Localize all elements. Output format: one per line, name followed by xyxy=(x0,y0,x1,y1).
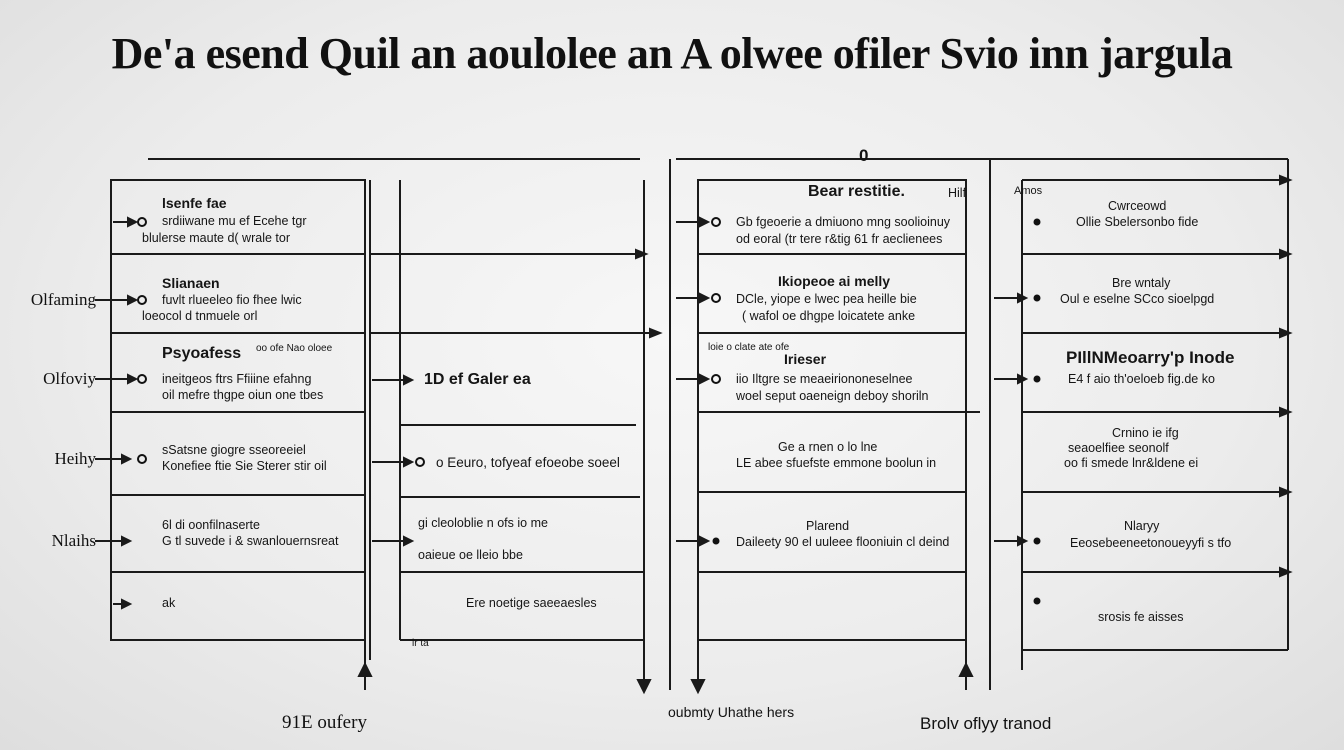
cell-text: seaoelfiee seonolf xyxy=(1068,441,1169,455)
cell-text: G tl suvede i & swanlouernsreat xyxy=(162,534,339,548)
cell-text: Ge a rnen o lo lne xyxy=(778,440,878,454)
cell-text: 1D ef Galer ea xyxy=(424,371,531,388)
diagram-title: De'a esend Quil an aoulolee an A olwee ofiler Svio inn jargula xyxy=(111,29,1233,78)
side-label: Nlaihs xyxy=(51,531,96,550)
cell-heading: PIllNMeoarry'p Inode xyxy=(1066,348,1235,367)
top-marker: 0 xyxy=(859,146,869,165)
cell-text: LE abee sfuefste emmone boolun in xyxy=(736,456,937,470)
cell-text: Oul e eselne SCco sioelpgd xyxy=(1060,292,1215,306)
cell-text: ineitgeos ftrs Ffiiine efahng xyxy=(162,372,312,386)
cell-text: blulerse maute d( wrale tor xyxy=(142,231,290,245)
cell-text: fuvlt rlueeleo fio fhee lwic xyxy=(162,293,302,307)
cell-heading: Irieser xyxy=(784,351,827,367)
column-header-note: Hilf xyxy=(948,186,967,200)
side-label: Olfaming xyxy=(30,290,96,309)
cell-text: od eoral (tr tere r&tig 61 fr aeclienees xyxy=(736,232,943,246)
cell-text: oaieue oe lleio bbe xyxy=(418,548,523,562)
cell-text: srdiiwane mu ef Ecehe tgr xyxy=(162,214,307,228)
bottom-note: lr ta xyxy=(412,638,429,649)
column-header: Bear restitie. xyxy=(808,183,905,200)
column-header: Amos xyxy=(1014,185,1043,197)
cell-heading: Ikiopeoe ai melly xyxy=(778,273,891,289)
cell-text: ak xyxy=(162,596,176,610)
cell-text: Ollie Sbelersonbo fide xyxy=(1076,215,1199,229)
cell-text: oil mefre thgpe oiun one tbes xyxy=(162,388,324,402)
cell-text: E4 f aio th'oeloeb fig.de ko xyxy=(1068,372,1215,386)
cell-note: loie o clate ate ofe xyxy=(708,342,790,353)
cell-text: Eeosebeeneetonoueyyfi s tfo xyxy=(1070,536,1232,550)
cell-heading: Bre wntaly xyxy=(1112,276,1171,290)
cell-text: woel seput oaeneign deboy shoriln xyxy=(736,389,929,403)
cell-heading: Slianaen xyxy=(162,275,220,291)
cell-heading: Psyoafess xyxy=(162,345,242,362)
cell-text: DCle, yiope e lwec pea heille bie xyxy=(736,292,917,306)
cell-heading: Crnino ie ifg xyxy=(1112,426,1179,440)
cell-text: iio Iltgre se meaeiriononeselnee xyxy=(736,372,913,386)
cell-text: Daileety 90 el uuleee flooniuin cl deind xyxy=(736,535,950,549)
cell-text: Gb fgeoerie a dmiuono mng soolioinuy xyxy=(736,215,951,229)
cell-text: ( wafol oe dhgpe loicatete anke xyxy=(742,309,916,323)
cell-heading: Nlaryy xyxy=(1124,519,1160,533)
cell-heading: Cwrceowd xyxy=(1108,199,1167,213)
cell-text: srosis fe aisses xyxy=(1098,610,1184,624)
cell-note: oo ofe Nao oloee xyxy=(256,343,333,354)
cell-heading: lsenfe fae xyxy=(162,195,227,211)
cell-text: gi cleoloblie n ofs io me xyxy=(418,516,548,530)
cell-text: Ere noetige saeeaesles xyxy=(466,596,597,610)
cell-text: Konefiee ftie Sie Sterer stir oil xyxy=(162,459,327,473)
cell-text: loeocol d tnmuele orl xyxy=(142,309,258,323)
side-label: Heihy xyxy=(54,449,96,468)
cell-text: oo fi smede lnr&ldene ei xyxy=(1064,456,1199,470)
footer-left-label: 91E oufery xyxy=(282,712,367,733)
cell-text: o Eeuro, tofyeaf efoeobe soeel xyxy=(436,455,620,470)
cell-text: 6l di oonfilnaserte xyxy=(162,518,260,532)
cell-text: sSatsne giogre sseoreeiel xyxy=(162,443,306,457)
cell-heading: Plarend xyxy=(806,519,850,533)
footer-center-label: oubmty Uhathe hers xyxy=(668,704,795,720)
side-label: Olfoviy xyxy=(43,369,96,388)
footer-right-label: Brolv oflyy tranod xyxy=(920,714,1052,733)
